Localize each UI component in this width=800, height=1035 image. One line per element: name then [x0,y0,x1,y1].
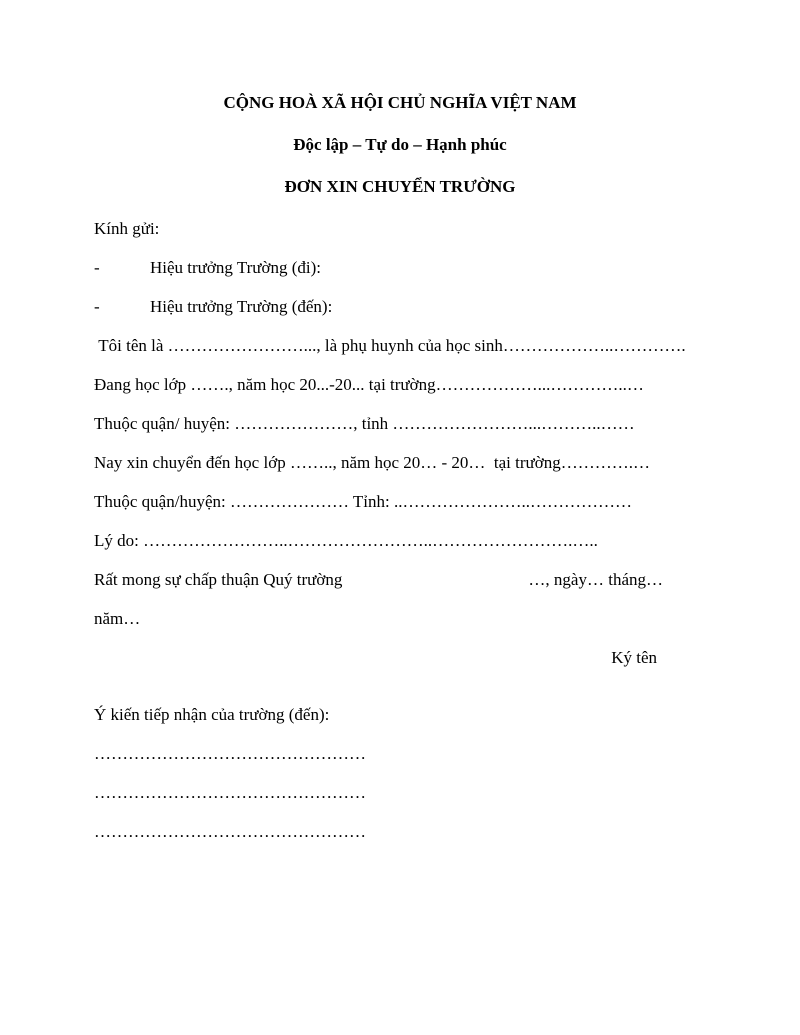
closing-date: …, ngày… tháng… [528,570,663,589]
reception-heading: Ý kiến tiếp nhận của trường (đến): [94,705,330,724]
national-title: CỘNG HOÀ XÃ HỘI CHỦ NGHĨA VIỆT NAM [223,93,577,112]
bullet-dash: - [94,297,100,316]
reception-dotted-line: ………………………………………… [94,783,366,802]
salutation: Kính gửi: [94,219,160,238]
bullet-dash: - [94,258,100,277]
national-motto: Độc lập – Tự do – Hạnh phúc [293,135,507,154]
line-transfer-to: Nay xin chuyển đến học lớp …….., năm học 20… - 20… tại trường………….… [94,453,650,472]
line-parent-name: Tôi tên là ……………………..., là phụ huynh của học sinh………………..…………. [94,336,686,355]
line-current-district: Thuộc quận/ huyện: …………………, tỉnh ……………………...………..…… [94,414,635,433]
recipient-from [94,259,706,277]
closing-request: Rất mong sự chấp thuận Quý trường [94,570,343,589]
reception-dotted-line: ………………………………………… [94,822,366,841]
form-title: ĐƠN XIN CHUYỂN TRƯỜNG [284,177,516,196]
reception-dotted-line: ………………………………………… [94,744,366,763]
signature-label: Ký tên [611,648,657,667]
recipient-to [94,298,706,316]
closing-line [94,571,706,589]
line-current-class: Đang học lớp ……., năm học 20...-20... tại trường………………...…………..… [94,375,644,394]
recipient-to-label: Hiệu trưởng Trường (đến): [150,297,333,316]
recipient-from-label: Hiệu trưởng Trường (đi): [150,258,321,277]
line-reason: Lý do: ……………………..……………………..…………………….….. [94,531,598,550]
closing-date-wrap: năm… [94,609,141,628]
line-new-district: Thuộc quận/huyện: ………………… Tỉnh: ..…………………..……………… [94,492,632,511]
